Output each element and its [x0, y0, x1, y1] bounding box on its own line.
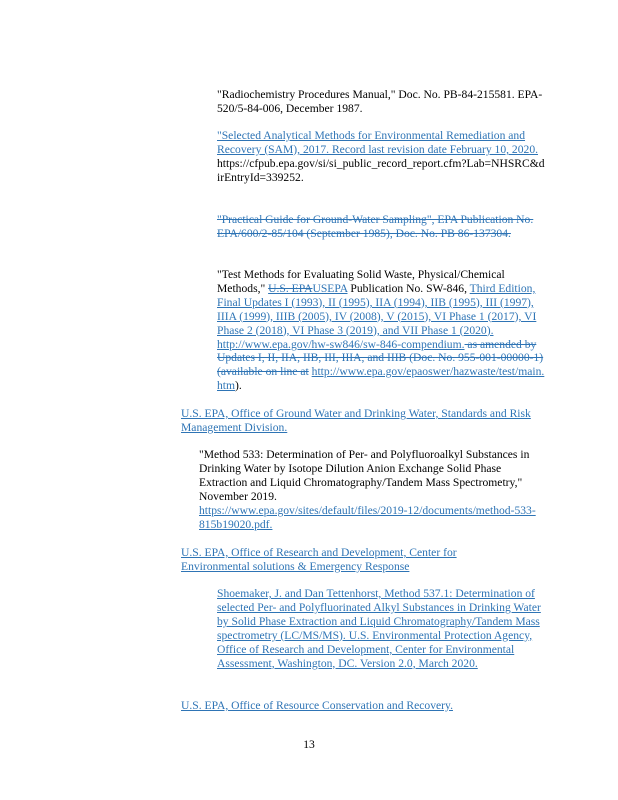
reference-url: https://cfpub.epa.gov/si/si_public_record_report.cfm?Lab=NHSRC&dirEntryId=339252. — [217, 156, 545, 184]
section-heading: U.S. EPA, Office of Ground Water and Drinking Water, Standards and Risk Management Division. — [181, 407, 531, 434]
reference-sw846 — [217, 268, 547, 393]
inserted-url: http://www.epa.gov/epaoswer/hazwaste/test/main.htm — [217, 365, 545, 393]
document-link[interactable]: https://www.epa.gov/sites/default/files/2019-12/documents/method-533-815b19020.pdf. — [199, 503, 536, 531]
inserted-text: Third Edition, Final Updates I (1993), II (1995), IIA (1994), IIB (1995), III (1997), IIIA (1999), IIIB (2005), IV (2008), V (2015), VI Phase 1 (2017), VI Phase 2 (2018), VI Phase 3 (2019), and VII Phase 1 (2020). http://www.epa.gov/hw-sw846/sw-846-compendium. — [217, 281, 537, 351]
heading-resource-conservation — [181, 699, 541, 713]
reference-method-537 — [217, 587, 547, 670]
reference-sam — [217, 129, 547, 185]
deleted-text: "Practical Guide for Ground-Water Sampling", EPA Publication No. EPA/600/2-85/104 (September 1985), Doc. No. PB 86-137304. — [217, 213, 534, 240]
reference-text: Publication No. SW-846, — [347, 281, 470, 295]
deleted-agency: U.S. EPA — [268, 281, 313, 295]
reference-groundwater-deleted — [217, 213, 547, 241]
inserted-text: "Selected Analytical Methods for Environmental Remediation and Recovery (SAM), 2017. Record last revision date February 10, 2020. — [217, 129, 539, 156]
reference-method-533 — [199, 448, 547, 531]
deleted-text: as amended by Updates I, II, IIA, IIB, III, IIIA, and IIIB (Doc. No. 955-001-00000-1) (available on line at — [217, 337, 544, 379]
inserted-agency: USEPA — [312, 281, 348, 295]
page-number: 13 — [303, 738, 315, 751]
section-heading: U.S. EPA, Office of Research and Development, Center for Environmental solutions & Emergency Response — [181, 546, 457, 573]
section-heading: U.S. EPA, Office of Resource Conservation and Recovery. — [181, 699, 453, 712]
heading-ground-water — [181, 407, 531, 435]
inserted-text: Shoemaker, J. and Dan Tettenhorst, Method 537.1: Determination of selected Per- and Polyfluorinated Alkyl Substances in Drinking Water by Solid Phase Extraction and Liquid Chromatography/Tandem Mass spectrometry (LC/MS/MS). U.S. Environmental Protection Agency, Office of Research and Development, Center for Environmental Assessment, Washington, DC. Version 2.0, March 2020. — [217, 587, 541, 670]
reference-text: "Method 533: Determination of Per- and Polyfluoroalkyl Substances in Drinking Water by Isotope Dilution Anion Exchange Solid Phase Extraction and Liquid Chromatography/Tandem Mass Spectrometry," November 2019. — [199, 448, 530, 503]
reference-text: ). — [235, 379, 242, 393]
reference-radiochemistry — [217, 88, 547, 116]
heading-research-development — [181, 546, 491, 574]
reference-text: "Test Methods for Evaluating Solid Waste, Physical/Chemical Methods," — [217, 268, 505, 295]
reference-text: "Radiochemistry Procedures Manual," Doc. No. PB-84-215581. EPA-520/5-84-006, December 1987. — [217, 88, 543, 115]
